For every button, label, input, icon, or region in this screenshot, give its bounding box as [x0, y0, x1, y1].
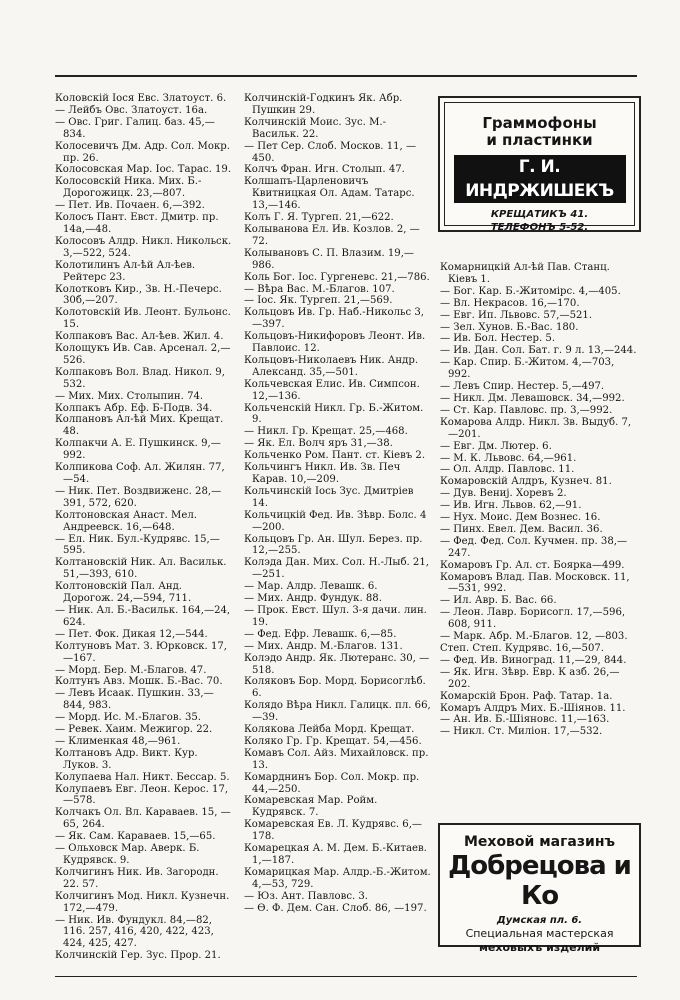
directory-entry: Коляковъ Бор. Морд. Борисоглѣб. 6.: [244, 676, 426, 700]
directory-entry: — Никл. Гр. Крещат. 25,—468.: [244, 426, 408, 438]
directory-entry: — М. К. Львовс. 64,—961.: [440, 452, 577, 464]
directory-entry: Колосовская Мар. Іос. Тарас. 19.: [55, 164, 232, 176]
directory-entry: Комарецкая А. М. Дем. Б.-Китаев. 1,—187.: [244, 843, 427, 866]
directory-entry: Колчинскій Моис. Зус. М.-Васильк. 22.: [244, 116, 387, 140]
directory-entry: — Мар. Алдр. Левашк. 6.: [244, 581, 378, 593]
directory-entry: — Фед. Ив. Виноград. 11,—29, 844.: [440, 654, 627, 666]
directory-entry: Колосовскій Ника. Мих. Б.-Дорогожицк. 23,—807.: [55, 176, 202, 200]
directory-entry: — Як. Ел. Волч яръ 31,—38.: [244, 438, 393, 450]
directory-entry: Колтунъ Авз. Мошк. Б.-Вас. 70.: [55, 676, 223, 688]
directory-entry: — Фед. Ефр. Левашк. 6,—85.: [244, 628, 397, 640]
directory-entry: Комавъ Сол. Айз. Михайловск. пр. 13.: [244, 747, 429, 771]
directory-entry: Колтуновъ Мат. З. Юрковск. 17, —167.: [55, 640, 228, 664]
gramophone-ad-title: Граммофоны: [482, 114, 597, 132]
directory-entry: — Евг. Ип. Львовс. 57,—521.: [440, 309, 593, 321]
directory-entry: Колпановъ Ал-ѣй Мих. Крещат. 48.: [55, 414, 224, 438]
directory-entry: — Вл. Некрасов. 16,—170.: [440, 297, 580, 309]
directory-entry: Колъ Г. Я. Тургеп. 21,—622.: [244, 212, 394, 224]
gramophone-ad-phone: ТЕЛЕФОНЪ 5-52.: [490, 222, 589, 233]
directory-entry: — Овс. Григ. Галиц. баз. 45,—834.: [55, 116, 215, 140]
directory-entry: Колыванова Ел. Ив. Козлов. 2, —72.: [244, 223, 420, 247]
directory-entry: — Ревек. Хаим. Межигор. 22.: [55, 724, 213, 736]
directory-entry: — Пет. Ив. Почаен. 6,—392.: [55, 200, 205, 212]
directory-entry: Кольчингъ Никл. Ив. Зв. Печ Карав. 10,—209.: [244, 462, 401, 485]
directory-entry: Колэдо Андр. Як. Лютеранс. 30, —518.: [244, 652, 430, 676]
directory-entry: Колывановъ С. П. Влазим. 19,—986.: [244, 247, 415, 271]
directory-column-2: [244, 93, 432, 915]
directory-entry: Колпакъ Абр. Еф. Б-Подв. 34.: [55, 402, 213, 414]
directory-entry: — Дув. Вениј. Хоревъ 2.: [440, 488, 567, 500]
directory-entry: Комаръ Алдръ Мих. Б.-Шіянов. 11.: [440, 702, 626, 714]
directory-entry: Кольченскій Никл. Гр. Б.-Житом. 9.: [244, 402, 424, 426]
directory-entry: — Евг. Дм. Лютер. 6.: [440, 440, 552, 452]
directory-entry: — Ил. Авр. Б. Вас. 66.: [440, 595, 557, 607]
directory-entry: — Ив. Дан. Сол. Бат. г. 9 л. 13,—244.: [440, 345, 637, 357]
directory-entry: Комарднинъ Бор. Сол. Мокр. пр. 44,—250.: [244, 771, 420, 795]
directory-entry: — Клименкая 48,—961.: [55, 735, 181, 747]
directory-entry: Колякова Лейба Морд. Крещат.: [244, 724, 415, 736]
directory-entry: — Як. Игн. Зѣвр. Евр. К азб. 26,—202.: [440, 666, 620, 690]
directory-entry: — Як. Сам. Караваев. 15,—65.: [55, 831, 216, 843]
directory-entry: Коловскій Іося Евс. Златоуст. 6.: [55, 93, 227, 104]
directory-entry: — Пинх. Евел. Дем. Васил. 36.: [440, 523, 603, 535]
directory-entry: — Пет Сер. Слоб. Москов. 11, —450.: [244, 140, 417, 164]
directory-entry: — Ольховск Мар. Аверк. Б. Кудрявск. 9.: [55, 843, 200, 866]
directory-entry: Колпикова Соф. Ал. Жилян. 77, —54.: [55, 462, 225, 485]
directory-entry: Колтановскій Ник. Ал. Васильк. 51,—393, 610.: [55, 557, 227, 581]
directory-entry: Колосъ Пант. Евст. Дмитр. пр. 14а,—48.: [55, 212, 219, 235]
directory-entry: — Фед. Фед. Сол. Кучмен. пр. 38,—247.: [440, 535, 628, 559]
gramophone-ad-address: КРЕЩАТИКЪ 41.: [490, 209, 589, 220]
directory-entry: — Ив. Бол. Нестер. 5.: [440, 333, 556, 345]
directory-entry: — Ник. Ал. Б.-Васильк. 164,—24, 624.: [55, 604, 231, 628]
fur-ad-title: Меховой магазинъ: [463, 834, 616, 850]
directory-entry: Кольцовъ-Никифоровъ Леонт. Ив. Павлоис. 12.: [244, 331, 426, 355]
directory-entry: Комарицкая Мар. Алдр.-Б.-Житом. 4,—53, 729.: [244, 866, 431, 890]
directory-entry: Колупаевъ Евг. Леон. Керос. 17, —578.: [55, 783, 229, 807]
directory-entry: Колпаковъ Вол. Влад. Никол. 9, 532.: [55, 366, 225, 390]
directory-entry: — Никл. Ст. Миліон. 17,—532.: [440, 726, 603, 738]
directory-entry: Колтоновскій Пал. Анд. Дорогож. 24,—594, 711.: [55, 581, 192, 605]
directory-entry: Колпаковъ Вас. Ал-ѣев. Жил. 4.: [55, 331, 224, 343]
fur-ad-products: меховыхъ изделий: [478, 941, 601, 954]
directory-entry: Колотковъ Кир., Зв. Н.-Печерс. 30б,—207.: [55, 283, 222, 307]
directory-entry: Кольцовъ Гр. Ан. Шул. Берез. пр. 12,—255.: [244, 533, 423, 557]
directory-entry: — Мих. Мих. Столыпин. 74.: [55, 390, 204, 402]
directory-entry: Кольчицкій Фед. Ив. Зѣвр. Болс. 4 —200.: [244, 509, 427, 533]
directory-entry: Кольцовъ-Николаевъ Ник. Андр. Александ. 35,—501.: [244, 354, 419, 378]
directory-entry: Колупаева Нал. Никт. Бессар. 5.: [55, 771, 230, 783]
directory-entry: Колэда Дан. Мих. Сол. Н.-Лыб. 21,—251.: [244, 557, 429, 581]
directory-entry: Кольчинскій Іось Зус. Дмитріев 14.: [244, 485, 414, 509]
directory-entry: — Ел. Ник. Бул.-Кудрявс. 15,—595.: [55, 533, 220, 557]
directory-entry: Колосовъ Алдр. Никл. Никольск. 3,—522, 524.: [55, 235, 232, 259]
directory-entry: Комарницкій Ал-ѣй Пав. Станц. Кіевъ 1.: [440, 262, 610, 285]
directory-entry: — Прок. Евст. Шул. 3-я дачи. лин. 19.: [244, 604, 427, 628]
directory-entry: — Бог. Кар. Б.-Житомірс. 4,—405.: [440, 285, 621, 297]
directory-entry: — Мих. Андр. Фундук. 88.: [244, 593, 382, 605]
directory-entry: — Ѳ. Ф. Дем. Сан. Слоб. 86, —197.: [244, 902, 427, 914]
directory-entry: — Леон. Лавр. Борисогл. 17,—596, 608, 911.: [440, 607, 626, 631]
directory-entry: Колчакъ Ол. Вл. Караваев. 15, —65, 264.: [55, 807, 231, 831]
directory-entry: — Ан. Ив. Б.-Шіяновс. 11,—163.: [440, 714, 610, 726]
directory-entry: Комарскій Брон. Раф. Татар. 1а.: [440, 690, 613, 702]
directory-entry: Колядо Вѣра Никл. Галицк. пл. 66,—39.: [244, 700, 431, 724]
directory-entry: Колотилинъ Ал-ѣй Ал-ѣев. Рейтерс 23.: [55, 259, 196, 283]
directory-entry: — Зел. Хунов. Б.-Вас. 180.: [440, 321, 579, 333]
directory-entry: Колчинскій Гер. Зус. Прор. 21.: [55, 950, 221, 962]
directory-entry: Колощукъ Ив. Сав. Арсенал. 2,—526.: [55, 343, 231, 366]
directory-entry: — Никл. Дм. Левашовск. 34,—992.: [440, 392, 625, 404]
directory-entry: — Пет. Фок. Дикая 12,—544.: [55, 628, 208, 640]
directory-entry: Коль Бог. Іос. Гургеневс. 21,—786.: [244, 271, 430, 283]
bottom-rule: [55, 976, 637, 977]
directory-entry: Колчинскій-Годкинъ Як. Абр. Пушкин 29.: [244, 93, 403, 116]
directory-entry: — Левъ Спир. Нестер. 5,—497.: [440, 381, 605, 393]
directory-entry: Кольченко Ром. Пант. ст. Кіевъ 2.: [244, 450, 426, 462]
directory-entry: — Морд. Ис. М.-Благов. 35.: [55, 712, 201, 724]
gramophone-ad-merchant: Г. И. ИНДРЖИШЕКЪ: [454, 155, 626, 203]
directory-entry: Комаровъ Влад. Пав. Московск. 11,—531, 992.: [440, 571, 630, 595]
directory-entry: — Вѣра Вас. М.-Благов. 107.: [244, 283, 395, 295]
directory-entry: Степ. Степ. Кудрявс. 16,—507.: [440, 643, 605, 654]
directory-entry: Кольцовъ Ив. Гр. Наб.-Никольс 3,—397.: [244, 307, 424, 331]
directory-entry: — Ив. Игн. Львов. 62,—91.: [440, 500, 582, 512]
directory-entry: Комаревская Мар. Ройм. Кудрявск. 7.: [244, 795, 378, 819]
gramophone-ad-subtitle: и пластинки: [486, 131, 593, 149]
directory-column-1: [55, 93, 235, 962]
gramophone-ad-frame: [444, 102, 635, 233]
directory-entry: — Морд. Бер. М.-Благов. 47.: [55, 664, 207, 676]
directory-entry: — Лейбъ Овс. Златоуст. 16а.: [55, 104, 208, 116]
fur-shop-advertisement: [438, 823, 641, 954]
directory-entry: Комаровъ Гр. Ал. ст. Боярка—499.: [440, 559, 625, 571]
directory-entry: Колчигинъ Мод. Никл. Кузнечн. 172,—479.: [55, 890, 230, 914]
directory-entry: Колчъ Фран. Игн. Столып. 47.: [244, 164, 405, 176]
directory-entry: Колтановъ Адр. Викт. Кур. Луков. 3.: [55, 747, 198, 771]
directory-entry: Комаревская Ев. Л. Кудрявс. 6,—178.: [244, 819, 423, 843]
directory-entry: Колосевичъ Дм. Адр. Сол. Мокр. пр. 26.: [55, 140, 230, 164]
gramophone-advertisement: [438, 96, 641, 232]
directory-entry: Колшапъ-Царленовичъ Квитницкая Ол. Адам. Татарс. 13,—146.: [244, 176, 415, 212]
directory-entry: — Іос. Як. Тургеп. 21,—569.: [244, 295, 393, 307]
directory-entry: Колтоновская Анаст. Мел. Андреевск. 16,—648.: [55, 509, 197, 533]
directory-entry: — Ол. Алдр. Павловс. 11.: [440, 464, 575, 476]
directory-entry: — Мих. Андр. М.-Благов. 131.: [244, 640, 403, 652]
directory-entry: Колотовскій Ив. Леонт. Бульонс. 15.: [55, 307, 231, 331]
directory-entry: Комаровскій Алдръ, Кузнеч. 81.: [440, 476, 612, 488]
directory-entry: — Юз. Ант. Павловс. 3.: [244, 890, 369, 902]
directory-entry: — Марк. Абр. М.-Благов. 12, —803.: [440, 631, 628, 643]
directory-entry: Кольчевская Елис. Ив. Симпсон. 12,—136.: [244, 378, 420, 402]
directory-entry: Колпакчи А. Е. Пушкинск. 9,—992.: [55, 438, 221, 462]
directory-entry: — Ник. Ив. Фундукл. 84,—82, 116. 257, 416, 420, 422, 423, 424, 425, 427.: [55, 914, 214, 950]
directory-entry: — Левъ Исаак. Пушкин. 33,—844, 983.: [55, 688, 214, 712]
directory-entry: — Ник. Пет. Воздвиженс. 28,—391, 572, 620.: [55, 485, 222, 509]
directory-entry: — Нух. Моис. Дем Вознес. 16.: [440, 512, 601, 524]
directory-entry: — Ст. Кар. Павловс. пр. 3,—992.: [440, 404, 613, 416]
top-rule: [55, 75, 637, 77]
fur-ad-address: Думская пл. 6.: [496, 915, 583, 926]
directory-entry: Комарова Алдр. Никл. Зв. Выдуб. 7,—201.: [440, 416, 632, 440]
directory-entry: — Кар. Спир. Б.-Житом. 4,—703, 992.: [440, 357, 615, 381]
directory-column-3: [440, 262, 637, 738]
fur-ad-workshop: Специальная мастерская: [465, 927, 614, 940]
directory-entry: Колякo Гр. Гр. Крещат. 54,—456.: [244, 735, 422, 747]
fur-ad-merchant: Добрецова и Ко: [448, 851, 631, 911]
directory-entry: Колчигинъ Ник. Ив. Загородн. 22. 57.: [55, 866, 219, 890]
